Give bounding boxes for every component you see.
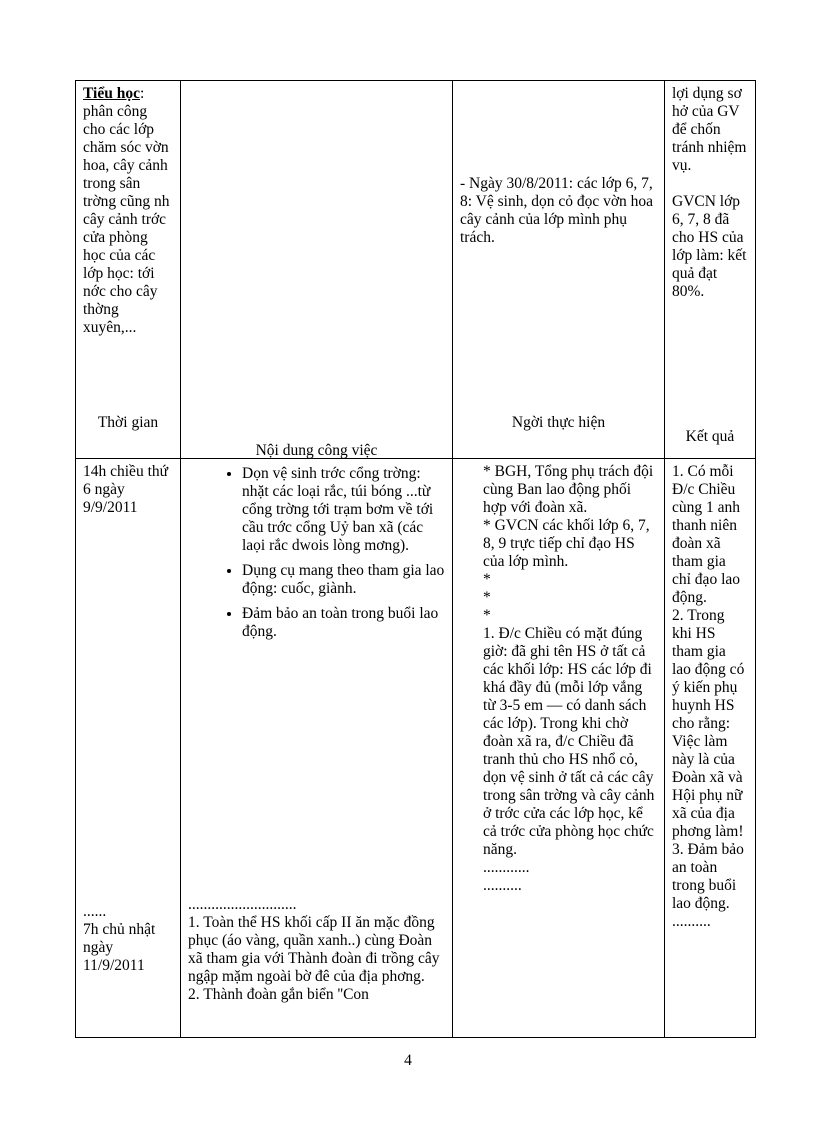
primary-school-paragraph [83, 85, 173, 337]
date-note-paragraph: - Ngày 30/8/2011: các lớp 6, 7, 8: Vệ sinh, dọn cỏ đọc vờn hoa cây cảnh của lớp mình phụ trách. [460, 175, 654, 246]
cell-primary-school-note-content [76, 81, 180, 466]
performer-paragraph-1: * BGH, Tổng phụ trách đội cùng Ban lao động phối hợp với đoàn xã. [483, 463, 654, 516]
work-paragraph-1: 1. Toàn thể HS khối cấp II ăn mặc đồng phục (áo vàng, quần xanh..) cùng Đoàn xã tham gia với Thành đoàn đi trồng cây ngập mặm ngoài bờ đê của địa phơng. [188, 914, 440, 985]
table-row-header [76, 81, 756, 459]
performer-star: * [483, 571, 491, 588]
performer-star: * [483, 589, 491, 606]
cell-content-header-content [181, 81, 452, 466]
table-row-main [76, 459, 756, 1038]
performer-paragraph-3: 1. Đ/c Chiều có mặt đúng giờ: đã ghi tên HS ở tất cả các khối lớp: HS các lớp đi khá đầy đủ (mỗi lớp vắng từ 3-5 em — có danh sách các lớp). Trong khi chờ đoàn xã ra, đ/c Chiều đã tranh thủ cho HS nhổ cỏ, dọn vệ sinh ở tất cả các cây trong sân trờng và cây cảnh ở trớc cửa các lớp học, kể cả trớc cửa phòng học chức năng. [483, 625, 655, 858]
result-paragraph-3: 3. Đảm bảo an toàn trong buổi lao động. [672, 841, 744, 912]
task-item: • Dọn vệ sinh trớc cổng trờng: nhặt các loại rắc, túi bóng ...từ cổng trờng tới trạm bơm về tới cầu trớc cổng Uỷ ban xã (các laọi rắc dwois lòng mơng). [242, 465, 445, 555]
cell-time [76, 459, 181, 1038]
column-header-time: Thời gian [97, 414, 159, 431]
column-header-result: Kết quả [685, 428, 735, 445]
task-item: • Đảm bảo an toàn trong buổi lao động. [242, 605, 445, 641]
cell-result-content [665, 459, 755, 1045]
cell-date-note-content [453, 81, 664, 466]
time-dots: ...... [83, 903, 107, 920]
cell-primary-school-note [76, 81, 181, 459]
cell-result-note [665, 81, 756, 459]
cell-time-content [76, 459, 180, 1045]
primary-school-body: : phân công cho các lớp chăm sóc vờn hoa, cây cảnh trong sân trờng cũng nh cây cảnh trớc cửa phòng học của các lớp học: tới nớc cho cây thờng xuyên,... [83, 85, 170, 336]
performer-dots-2: .......... [483, 877, 522, 894]
time-session-2: 7h chủ nhật ngày 11/9/2011 [83, 921, 156, 974]
result-dots: .......... [672, 913, 711, 930]
cell-content-header [181, 81, 453, 459]
time-session-1: 14h chiều thứ 6 ngày 9/9/2011 [83, 463, 169, 516]
page-number: 4 [404, 1052, 412, 1069]
cell-date-note [453, 81, 665, 459]
result-note-paragraph-2: GVCN lớp 6, 7, 8 đã cho HS của lớp làm: kết quả đạt 80%. [672, 193, 747, 300]
performer-dots-1: ............ [483, 859, 530, 876]
task-item: • Dụng cụ mang theo tham gia lao động: cuốc, giành. [242, 562, 445, 598]
result-paragraph-2: 2. Trong khi HS tham gia lao động có ý kiến phụ huynh HS cho rằng: Việc làm này là của Đoàn xã và Hội phụ nữ xã của địa phơng làm! [672, 607, 745, 840]
work-paragraph-2: 2. Thành đoàn gắn biển ''Con [188, 986, 369, 1003]
time-lower-block [83, 903, 173, 975]
task-list [188, 465, 445, 648]
performer-paragraph-2: * GVCN các khối lớp 6, 7, 8, 9 trực tiếp chỉ đạo HS của lớp mình. [483, 517, 650, 570]
cell-result [665, 459, 756, 1038]
work-schedule-table [75, 80, 756, 1038]
cell-performer [453, 459, 665, 1038]
work-lower-block [188, 896, 445, 1004]
cell-work-content-body [181, 459, 452, 1045]
cell-performer-content [453, 459, 664, 1045]
primary-school-heading: Tiểu học [83, 85, 140, 102]
result-note-paragraph-1: lợi dụng sơ hở của GV để chốn tránh nhiệm vụ. [672, 85, 747, 174]
cell-work-content [181, 459, 453, 1038]
cell-result-note-content [665, 81, 755, 466]
work-dots: ............................ [188, 896, 297, 913]
performer-star: * [483, 607, 491, 624]
result-paragraph-1: 1. Có mỗi Đ/c Chiều cùng 1 anh thanh niên đoàn xã tham gia chỉ đạo lao động. [672, 463, 741, 606]
column-header-content: Nội dung công việc [255, 442, 378, 459]
column-header-performer: Ngời thực hiện [511, 414, 606, 431]
